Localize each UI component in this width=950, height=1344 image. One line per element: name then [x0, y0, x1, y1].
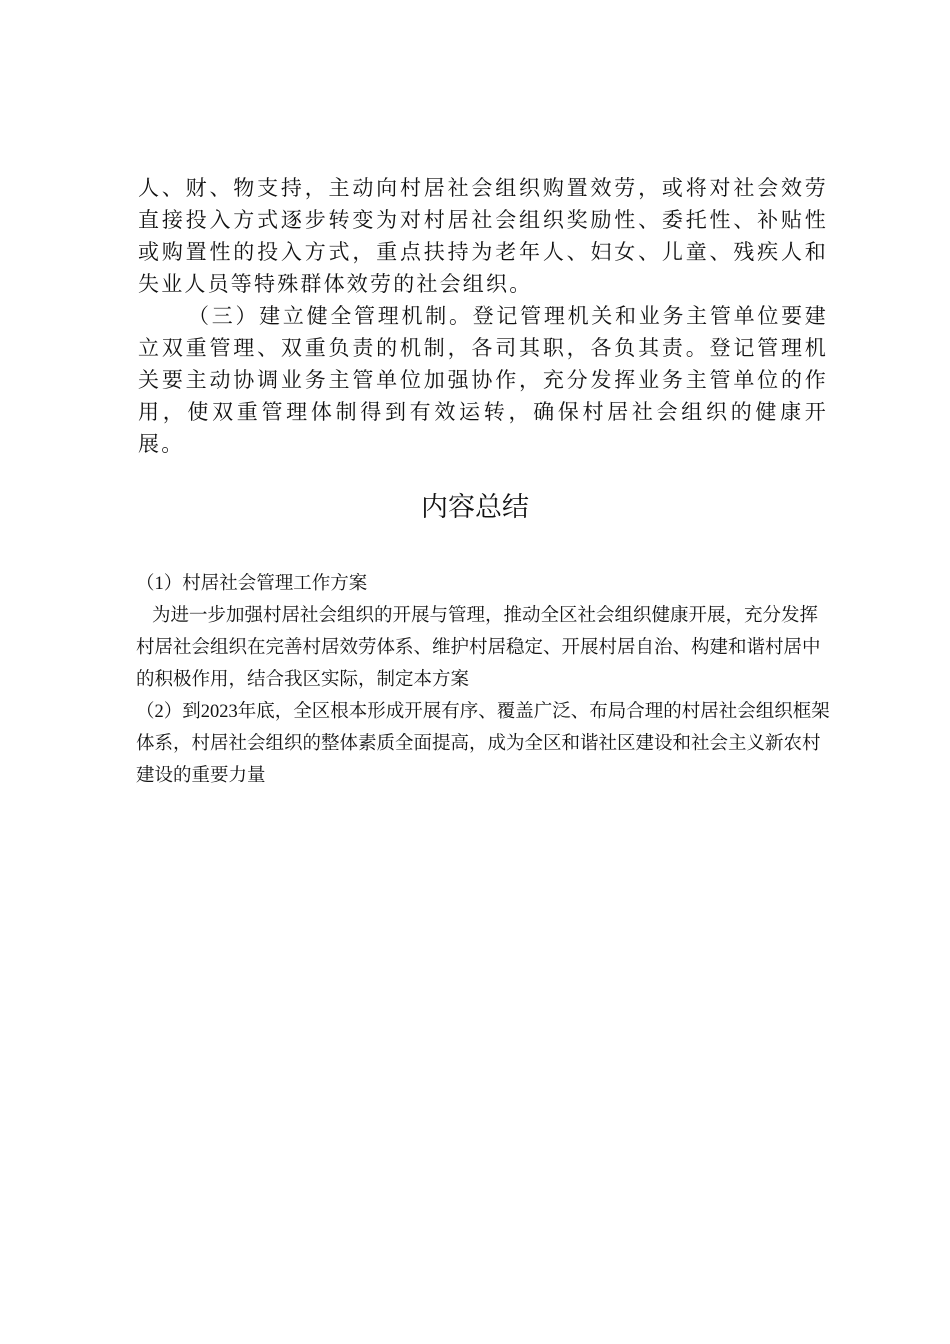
body-paragraph-1: 人、财、物支持，主动向村居社会组织购置效劳，或将对社会效劳直接投入方式逐步转变为对村居社会组织奖励性、委托性、补贴性或购置性的投入方式，重点扶持为老年人、妇女、儿童、残疾人和失业人员等特殊群体效劳的社会组织。 — [138, 176, 828, 296]
summary-item-1-text: 为进一步加强村居社会组织的开展与管理，推动全区社会组织健康开展，充分发挥村居社会组织在完善村居效劳体系、维护村居稳定、开展村居自治、构建和谐村居中的积极作用，结合我区实际，制定本方案 — [136, 606, 821, 690]
summary-title: 内容总结 — [421, 492, 529, 523]
body-text — [138, 172, 828, 460]
summary-item-1-heading: （1）村居社会管理工作方案 — [136, 574, 368, 594]
summary-content — [136, 568, 830, 792]
summary-item-2-text: （2）到2023年底，全区根本形成开展有序、覆盖广泛、布局合理的村居社会组织框架体系，村居社会组织的整体素质全面提高，成为全区和谐社区建设和社会主义新农村建设的重要力量 — [136, 702, 830, 786]
body-paragraph-2: （三）建立健全管理机制。登记管理机关和业务主管单位要建立双重管理、双重负责的机制，各司其职，各负其责。登记管理机关要主动协调业务主管单位加强协作，充分发挥业务主管单位的作用，使双重管理体制得到有效运转，确保村居社会组织的健康开展。 — [138, 304, 828, 456]
